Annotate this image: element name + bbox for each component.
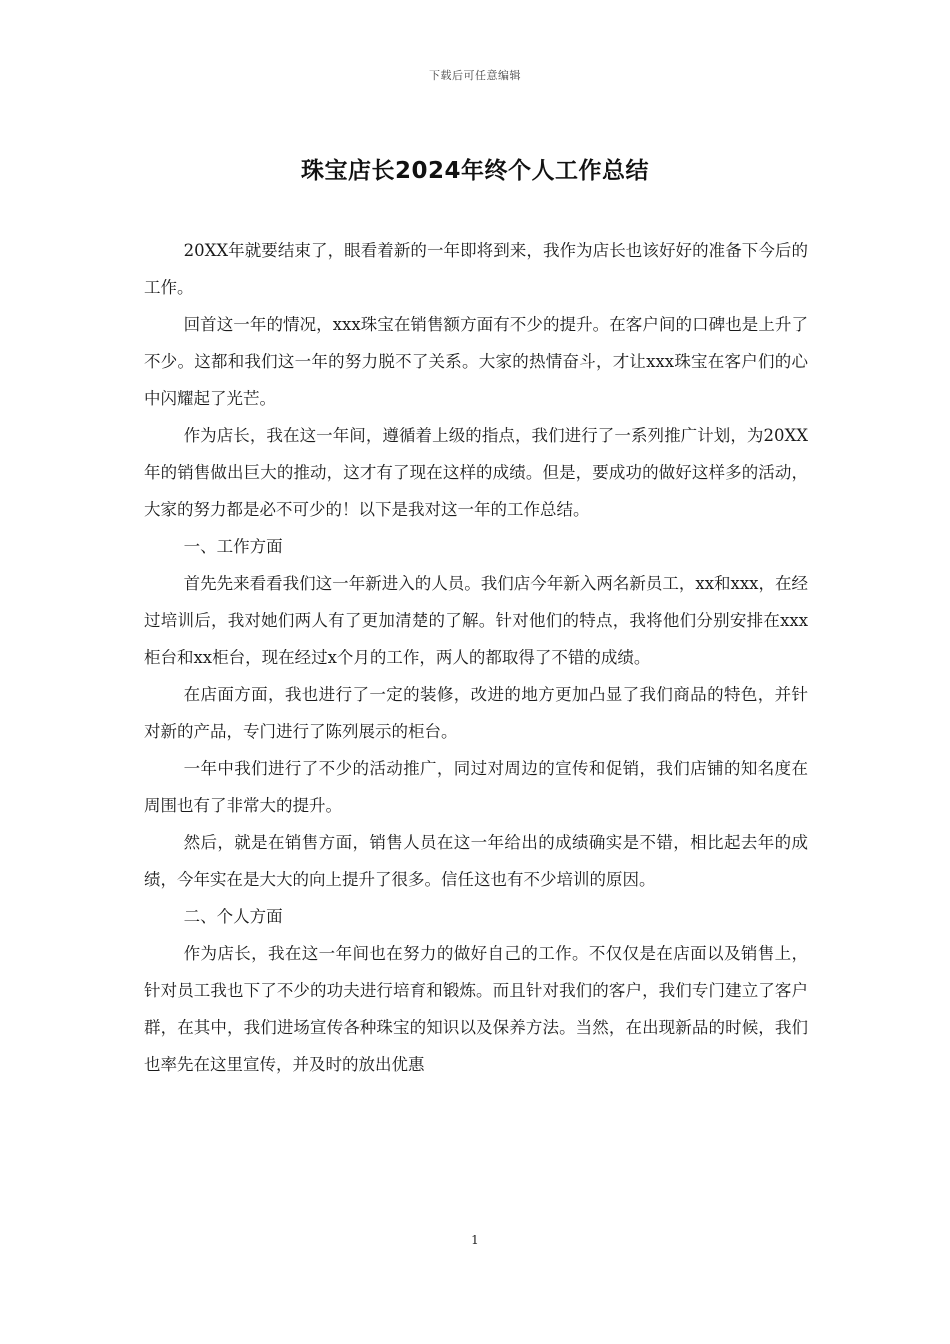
document-title: 珠宝店长2024年终个人工作总结 xyxy=(300,158,649,184)
paragraph: 首先先来看看我们这一年新进入的人员。我们店今年新入两名新员工，xx和xxx，在经过培训后，我对她们两人有了更加清楚的了解。针对他们的特点，我将他们分别安排在xxx柜台和xx柜台，现在经过x个月的工作，两人的都取得了不错的成绩。 xyxy=(144,574,808,667)
paragraph: 然后，就是在销售方面，销售人员在这一年给出的成绩确实是不错，相比起去年的成绩，今年实在是大大的向上提升了很多。信任这也有不少培训的原因。 xyxy=(144,833,808,889)
section-heading: 一、工作方面 xyxy=(183,537,283,556)
paragraph: 作为店长，我在这一年间也在努力的做好自己的工作。不仅仅是在店面以及销售上，针对员工我也下了不少的功夫进行培育和锻炼。而且针对我们的客户，我们专门建立了客户群，在其中，我们进场宣传各种珠宝的知识以及保养方法。当然，在出现新品的时候，我们也率先在这里宣传，并及时的放出优惠 xyxy=(144,944,808,1074)
header-note: 下载后可任意编辑 xyxy=(429,69,521,82)
page-number: 1 xyxy=(471,1233,479,1247)
paragraph: 作为店长，我在这一年间，遵循着上级的指点，我们进行了一系列推广计划，为20XX年的销售做出巨大的推动，这才有了现在这样的成绩。但是，要成功的做好这样多的活动，大家的努力都是必不可少的！以下是我对这一年的工作总结。 xyxy=(144,426,808,519)
paragraph: 一年中我们进行了不少的活动推广，同过对周边的宣传和促销，我们店铺的知名度在周围也有了非常大的提升。 xyxy=(144,759,808,815)
paragraph: 在店面方面，我也进行了一定的装修，改进的地方更加凸显了我们商品的特色，并针对新的产品，专门进行了陈列展示的柜台。 xyxy=(144,685,808,741)
paragraph: 回首这一年的情况，xxx珠宝在销售额方面有不少的提升。在客户间的口碑也是上升了不少。这都和我们这一年的努力脱不了关系。大家的热情奋斗，才让xxx珠宝在客户们的心中闪耀起了光芒。 xyxy=(144,315,808,408)
document-body xyxy=(144,232,808,1083)
section-heading: 二、个人方面 xyxy=(183,907,283,926)
paragraph: 20XX年就要结束了，眼看着新的一年即将到来，我作为店长也该好好的准备下今后的工作。 xyxy=(144,241,808,297)
